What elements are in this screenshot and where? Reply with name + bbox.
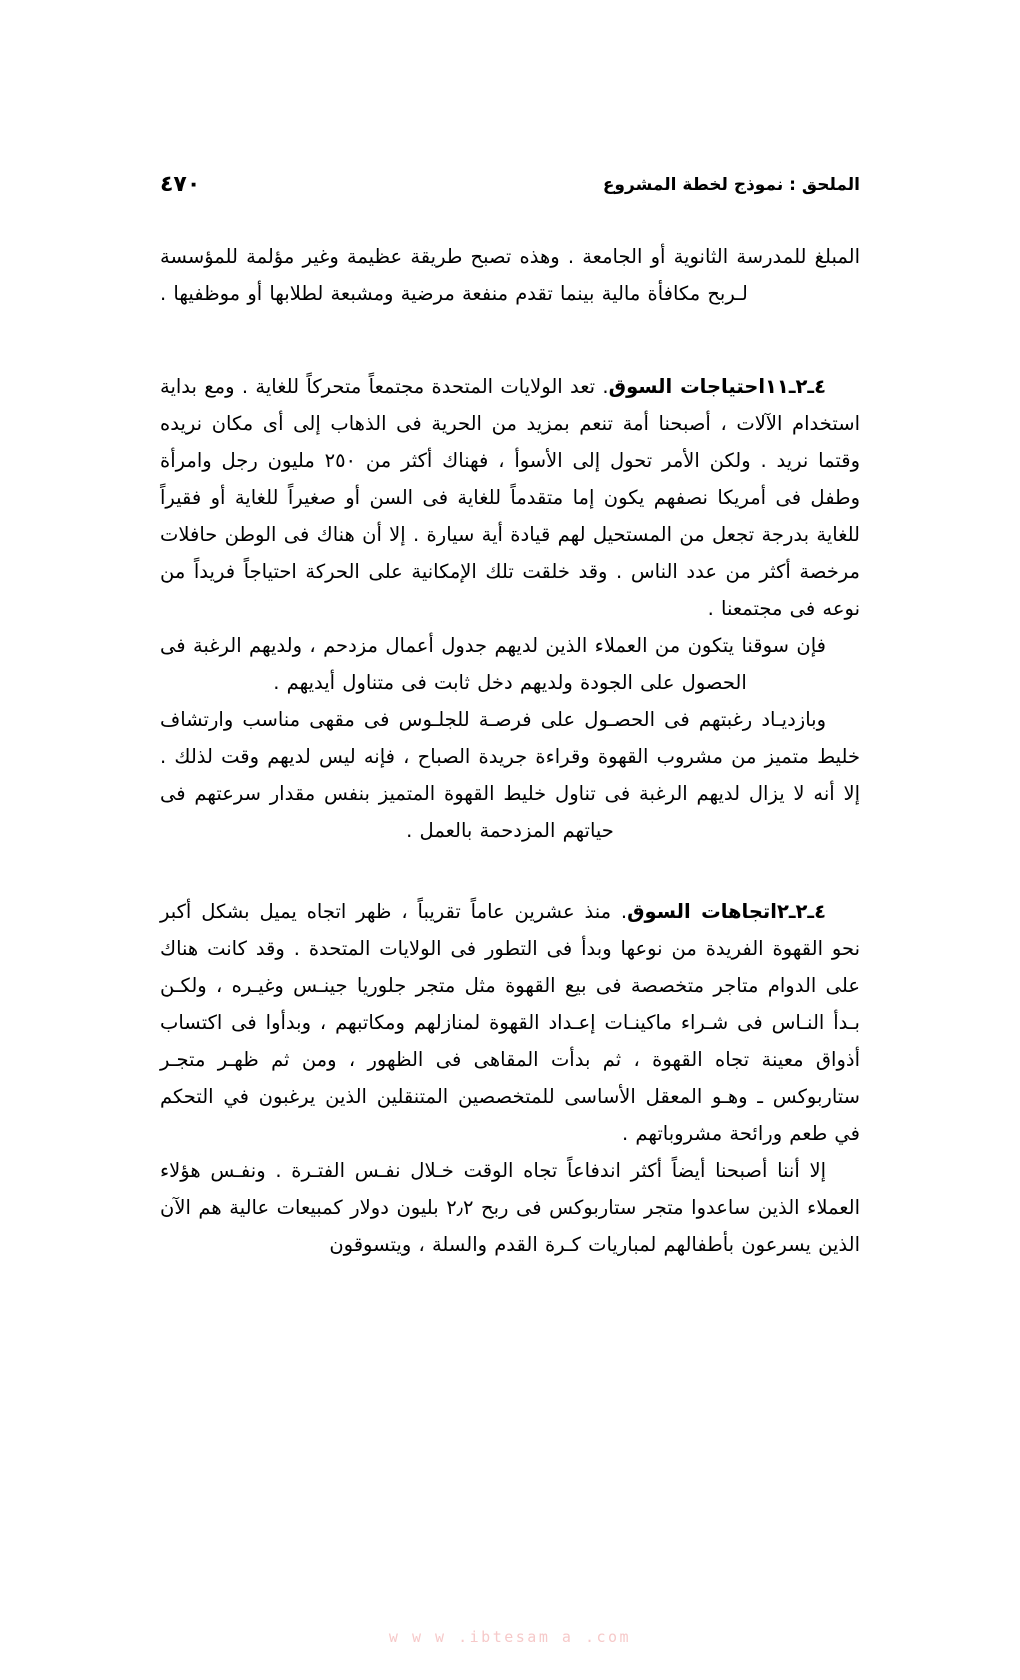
section-2-title: اتجاهات السوق: [627, 900, 777, 923]
section-2-number: ٤ـ٢ـ٢: [776, 900, 826, 923]
site-watermark: w w w .ibtesam a .com: [388, 1628, 632, 1646]
section-1-title: احتياجات السوق: [608, 375, 766, 398]
section-1-paragraph-3: وبازديـاد رغبتهم فى الحصـول على فرصـة للجلـوس فى مقهى مناسب وارتشاف خليط متميز من مشروب القهوة وقراءة جريدة الصباح ، فإنه ليس لديهم وقت لذلك . إلا أنه لا يزال لديهم الرغبة فى تناول خليط القهوة المتميز بنفس مقدار سرعتهم فى حياتهم المزدحمة بالعمل .: [160, 708, 860, 842]
section-1-number: ٤ـ٢ـ١١: [765, 375, 826, 398]
running-head-title: الملحق : نموذج لخطة المشروع: [602, 174, 860, 195]
section-1-paragraph-2: فإن سوقنا يتكون من العملاء الذين لديهم جدول أعمال مزدحم ، ولديهم الرغبة فى الحصول على الجودة ولديهم دخل ثابت فى متناول أيديهم .: [160, 634, 826, 694]
page-number: ٤٧٠: [160, 172, 201, 197]
paragraph-intro: المبلغ للمدرسة الثانوية أو الجامعة . وهذه تصبح طريقة عظيمة وغير مؤلمة للمؤسسة لـربح مكافأة مالية بينما تقدم منفعة مرضية ومشبعة لطلابها أو موظفيها .: [160, 245, 860, 305]
page-body: [160, 238, 860, 1263]
section-2-paragraph-2: إلا أننا أصبحنا أيضاً أكثر اندفاعاً تجاه الوقت خـلال نفـس الفتـرة . ونفـس هؤلاء العملاء الذين ساعدوا متجر ستاربوكس فى ربح ٢٫٢ بليون دولار كمبيعات عالية هم الآن الذين يسرعون بأطفالهم لمباريات كـرة القدم والسلة ، ويتسوقون: [160, 1159, 861, 1256]
block-spacer: [160, 849, 860, 893]
section-2-body: . منذ عشرين عاماً تقريباً ، ظهر اتجاه يميل بشكل أكبر نحو القهوة الفريدة من نوعها وبدأ فى التطور فى الولايات المتحدة . وقد كانت هناك على الدوام متاجر متخصصة فى بيع القهوة مثل متجر جلوريا جينـس وغيـره ، ولكـن بـدأ النـاس فى شـراء ماكينـات إعـداد القهوة لمنازلهم ومكاتبهم ، وبدأوا فى اكتساب أذواق معينة تجاه القهوة ، ثم بدأت المقاهى فى الظهور ، ومن ثم ظهـر متجـر ستاربوكس ـ وهـو المعقل الأساسى للمتخصصين المتنقلين الذين يرغبون في التحكم في طعم ورائحة مشروباتهم .: [160, 900, 860, 1145]
section-2-opening: [160, 893, 860, 1152]
section-1-body: . تعد الولايات المتحدة مجتمعاً متحركاً للغاية . ومع بداية استخدام الآلات ، أصبحنا أمة تنعم بمزيد من الحرية فى الذهاب إلى أى مكان نريده وقتما نريد . ولكن الأمر تحول إلى الأسوأ ، فهناك أكثر من ٢٥٠ مليون رجل وامرأة وطفل فى أمريكا نصفهم يكون إما متقدماً للغاية فى السن أو صغيراً للغاية أو فقيراً للغاية بدرجة تجعل من المستحيل لهم قيادة أية سيارة . إلا أن هناك فى الوطن حافلات مرخصة أكثر من عدد الناس . وقد خلقت تلك الإمكانية على الحركة احتياجاً فريداً من نوعه فى مجتمعنا .: [160, 375, 860, 620]
running-head: [160, 168, 860, 202]
block-spacer: [160, 312, 860, 368]
section-1-opening: [160, 368, 860, 627]
